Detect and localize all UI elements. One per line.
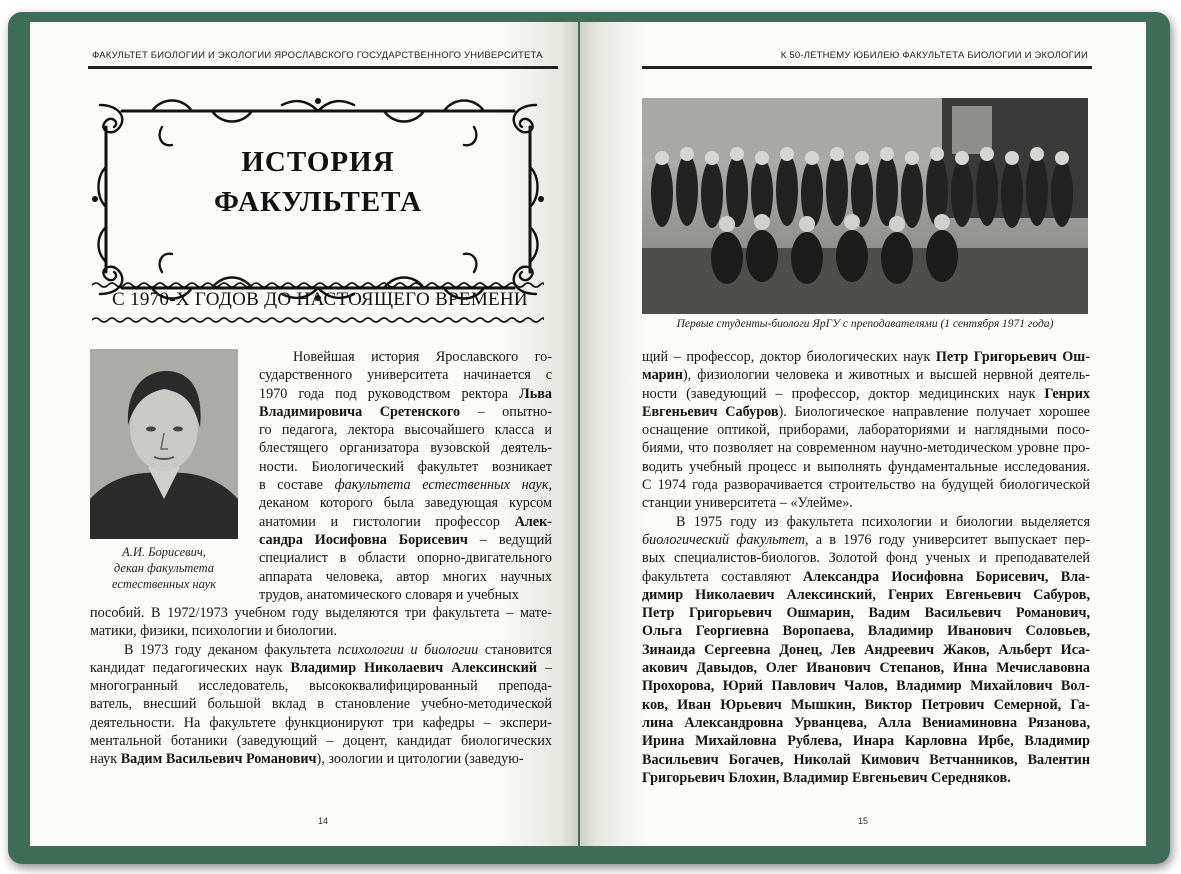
portrait-caption xyxy=(90,544,238,592)
text-run: марин xyxy=(642,367,683,384)
text-run: Петр Григорьевич Ош- xyxy=(935,349,1090,365)
text-run: психологии и биологии xyxy=(337,641,479,658)
text-line xyxy=(90,677,552,695)
text-line xyxy=(259,421,552,439)
text-line xyxy=(642,549,1090,567)
section-heading: С 1970-Х ГОДОВ ДО НАСТОЯЩЕГО ВРЕМЕНИ xyxy=(112,289,528,310)
text-run: Александра Иосифовна Борисевич, Вла- xyxy=(802,568,1090,585)
text-line xyxy=(642,769,1090,787)
text-run: многогранный исследователь, высококвалифицированный препода- xyxy=(90,678,552,695)
text-run: Васильевич Богачев, Николай Кимович Ветчанников, Валентин xyxy=(642,751,1090,768)
text-run: Генрих xyxy=(1044,385,1090,402)
caption-line: декан факультета xyxy=(113,561,215,575)
text-run: факультета естественных наук xyxy=(334,477,549,494)
text-line xyxy=(259,568,552,586)
text-run: 1970 года под руководством ректора xyxy=(259,385,520,402)
text-line xyxy=(259,513,552,531)
header-rule xyxy=(642,66,1092,69)
text-line xyxy=(642,494,1090,512)
text-run: – опытно- xyxy=(460,403,552,420)
text-run: блестящего организатора вузовской деятель- xyxy=(259,440,552,457)
decorative-border-bottom xyxy=(92,316,544,324)
group-photo xyxy=(642,98,1088,314)
text-run: биями, что позволяет на современном научно-методическом уровне про- xyxy=(642,440,1090,457)
decorative-border-top xyxy=(92,281,544,289)
text-run: ), зоологии и цитологии (заведую- xyxy=(316,751,524,768)
caption-line: естественных наук xyxy=(111,577,217,591)
text-run: ватель, внесший большой вклад в становление учебно-методической xyxy=(90,696,552,713)
text-run: анатомии и гистологии профессор xyxy=(259,513,515,530)
text-run: Евгеньевич Сабуров xyxy=(642,403,779,420)
text-line xyxy=(642,531,1090,549)
text-line xyxy=(642,586,1090,604)
text-run: аппарата человека, автор многих научных xyxy=(259,568,552,585)
text-run: трудов, анатомического словаря и учебных xyxy=(259,586,519,603)
text-line xyxy=(259,531,552,549)
text-run: водить учебный процесс и выполнять фундаментальные исследования. xyxy=(642,458,1090,475)
text-line xyxy=(642,714,1090,732)
text-line xyxy=(259,476,552,494)
chapter-title-line1: ИСТОРИЯ xyxy=(241,146,395,178)
text-line xyxy=(259,403,552,421)
text-run: факультета составляют xyxy=(642,568,803,585)
text-run: Владимир Николаевич Алексинский xyxy=(290,659,537,676)
text-line xyxy=(90,695,552,713)
header-rule xyxy=(88,66,558,69)
text-run: пособий. В 1972/1973 учебном году выделяются три факультета – мате- xyxy=(90,605,552,621)
text-run: Петр Григорьевич Ошмарин, Вадим Васильевич Романович, xyxy=(642,605,1090,622)
left-page xyxy=(30,22,578,846)
text-line xyxy=(259,366,552,384)
text-run: кандидат педагогических наук xyxy=(90,659,291,676)
text-run: – ведущий xyxy=(467,531,552,548)
text-line xyxy=(642,659,1090,677)
text-line xyxy=(259,348,552,366)
text-line xyxy=(642,604,1090,622)
text-line xyxy=(259,586,552,604)
text-line xyxy=(642,696,1090,714)
text-run: В 1975 году из факультета психологии и биологии выделяется xyxy=(676,513,1090,530)
text-run: В 1973 году деканом факультета xyxy=(124,641,338,658)
intro-paragraph xyxy=(259,348,552,604)
text-line xyxy=(642,385,1090,403)
text-run: Алек- xyxy=(514,513,552,530)
text-run: С 1974 года разворачивается строительство на будущей биологической xyxy=(642,477,1090,494)
text-line xyxy=(90,641,552,659)
text-line xyxy=(90,714,552,732)
body-text-left xyxy=(90,604,552,769)
text-line xyxy=(90,604,552,622)
text-line xyxy=(642,751,1090,769)
text-line xyxy=(642,439,1090,457)
text-run: ), физиологии человека и животных и высшей нервной деятель- xyxy=(682,367,1090,384)
text-run: щий – профессор, доктор биологических наук xyxy=(642,349,936,365)
text-line xyxy=(259,549,552,567)
text-line xyxy=(90,659,552,677)
text-run: Новейшая история Ярославского го- xyxy=(293,349,552,365)
text-line xyxy=(642,622,1090,640)
text-run: сандра Иосифовна Борисевич xyxy=(259,531,468,548)
text-line xyxy=(642,641,1090,659)
text-run: ков, Иван Юрьевич Мышкин, Виктор Петрович Семерной, Га- xyxy=(642,696,1090,713)
text-run: вых специалистов-биологов. Золотой фонд ученых и преподавателей xyxy=(642,550,1090,567)
text-line xyxy=(642,366,1090,384)
text-run: в составе xyxy=(259,477,335,494)
text-line xyxy=(259,494,552,512)
text-line xyxy=(90,750,552,768)
portrait-photo xyxy=(90,349,238,539)
text-line xyxy=(642,677,1090,695)
text-run: лина Александровна Урванцева, Алла Вениаминовна Рязанова, xyxy=(642,714,1090,731)
text-run: – xyxy=(537,659,553,676)
text-run: Ольга Георгиевна Воропаева, Владимир Иванович Соловьев, xyxy=(642,623,1090,640)
text-line xyxy=(642,568,1090,586)
text-run: Льва xyxy=(519,385,552,402)
caption-line: А.И. Борисевич, xyxy=(122,545,206,559)
text-run: деятельности. На факультете функционируют три кафедры – экспери- xyxy=(90,714,552,731)
text-line xyxy=(642,348,1090,366)
text-run: специалист в области опорно-двигательного xyxy=(259,550,552,567)
chapter-title-line2: ФАКУЛЬТЕТА xyxy=(213,186,423,218)
text-run: станции университета – «Улейме». xyxy=(642,495,853,512)
text-run: Владимировича Сретенского xyxy=(259,403,461,420)
running-header-right: К 50-ЛЕТНЕМУ ЮБИЛЕЮ ФАКУЛЬТЕТА БИОЛОГИИ И ЭКОЛОГИИ xyxy=(780,50,1088,61)
text-line xyxy=(642,458,1090,476)
text-run: ности (заведующий – профессор, доктор медицинских наук xyxy=(642,385,1045,402)
text-run: оснащение оптикой, приборами, лабораториями и наглядными посо- xyxy=(642,422,1090,439)
text-run: Прохорова, Юрий Павлович Чалов, Владимир Михайлович Вол- xyxy=(642,678,1090,695)
text-run: го педагога, лектора высочайшего класса и xyxy=(259,422,552,439)
text-run: , xyxy=(548,477,553,494)
text-line xyxy=(90,622,552,640)
page-number-left: 14 xyxy=(318,816,329,826)
text-line xyxy=(259,385,552,403)
text-run: наук xyxy=(90,751,121,768)
text-run: ). Биологическое направление получает хорошее xyxy=(778,403,1090,420)
text-line xyxy=(642,476,1090,494)
text-run: матики, физики, психологии и биологии. xyxy=(90,623,337,640)
body-text-right xyxy=(642,348,1090,787)
text-run: , а в 1976 году университет выпускает пер- xyxy=(805,531,1090,548)
text-line xyxy=(259,458,552,476)
text-run: Григорьевич Блохин, Владимир Евгеньевич Середняков. xyxy=(642,769,1011,786)
text-line xyxy=(642,421,1090,439)
page-number-right: 15 xyxy=(858,816,869,826)
text-run: акович Давыдов, Олег Иванович Степанов, Инна Мечиславовна xyxy=(642,660,1090,677)
text-line xyxy=(259,439,552,457)
text-run: биологический факультет xyxy=(642,531,806,548)
text-line xyxy=(642,513,1090,531)
text-run: Ирина Михайловна Рублева, Инара Карловна Ирбе, Владимир xyxy=(642,733,1090,750)
text-line xyxy=(642,403,1090,421)
text-run: ности. Биологический факультет возникает xyxy=(259,458,552,475)
text-run: Зинаида Сергеевна Донец, Лев Андреевич Жаков, Альберт Иса- xyxy=(642,641,1090,658)
text-run: становится xyxy=(478,641,552,658)
text-run: ментальной ботаники (заведующий – доцент, кандидат биологических xyxy=(90,733,552,750)
text-run: деканом которого была заведующая курсом xyxy=(259,495,552,512)
running-header-left: ФАКУЛЬТЕТ БИОЛОГИИ И ЭКОЛОГИИ ЯРОСЛАВСКОГО ГОСУДАРСТВЕННОГО УНИВЕРСИТЕТА xyxy=(92,50,543,61)
right-page xyxy=(580,22,1146,846)
text-run: Вадим Васильевич Романович xyxy=(120,751,317,768)
photo-caption: Первые студенты-биологи ЯрГУ с преподавателями (1 сентября 1971 года) xyxy=(676,318,1054,330)
text-run: димир Николаевич Алексинский, Генрих Евгеньевич Сабуров, xyxy=(642,586,1090,603)
text-line xyxy=(90,732,552,750)
text-line xyxy=(642,732,1090,750)
text-run: сударственного университета начинается с xyxy=(259,367,552,384)
